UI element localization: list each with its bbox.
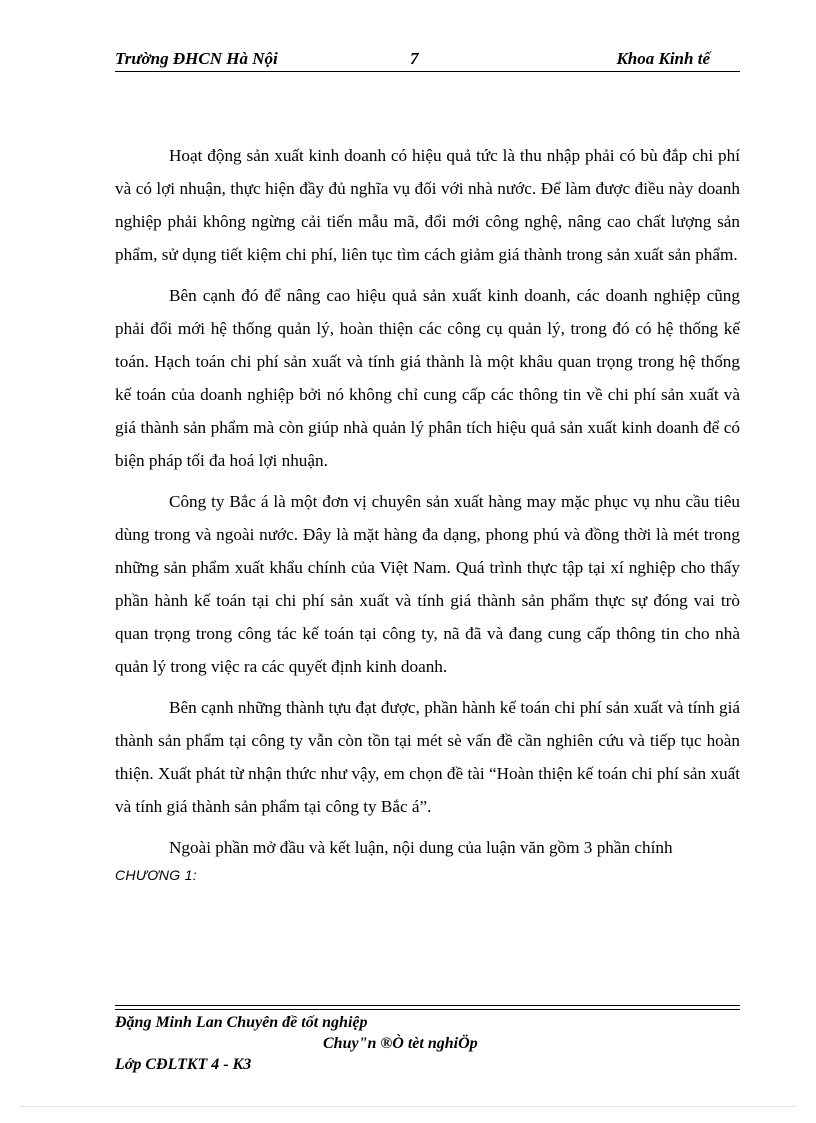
body-text [115, 139, 740, 886]
paragraph: Ngoài phần mở đầu và kết luận, nội dung của luận văn gồm 3 phần chính [169, 838, 673, 857]
footer-class: Lớp CĐLTKT 4 - K3 [115, 1056, 252, 1073]
paragraph: Bên cạnh đó để nâng cao hiệu quả sản xuất kinh doanh, các doanh nghiệp cũng phải đổi mới hệ thống quản lý, hoàn thiện các công cụ quản lý, trong đó có hệ thống kế toán. Hạch toán chi phí sản xuất và tính giá thành là một khâu quan trọng trong hệ thống kế toán của doanh nghiệp bởi nó không chỉ cung cấp các thông tin về chi phí sản xuất và giá thành sản phẩm mà còn giúp nhà quản lý phân tích hiệu quả sản xuất kinh doanh để có biện pháp tối đa hoá lợi nhuận. [115, 286, 740, 470]
header-school: Trường ĐHCN Hà Nội [115, 49, 278, 68]
footer-author: Đặng Minh Lan Chuyên đề tốt nghiệp [115, 1014, 368, 1031]
paragraph: Bên cạnh những thành tựu đạt được, phần hành kế toán chi phí sản xuất và tính giá thành sản phẩm tại công ty vẫn còn tồn tại mét sè vấn đề cần nghiên cứu và tiếp tục hoàn thiện. Xuất phát từ nhận thức như vậy, em chọn đề tài “Hoàn thiện kế toán chi phí sản xuất và tính giá thành sản phẩm tại công ty Bắc á”. [115, 698, 740, 816]
page-footer [115, 1012, 740, 1075]
paragraph: Hoạt động sản xuất kinh doanh có hiệu quả tức là thu nhập phải có bù đắp chi phí và có lợi nhuận, thực hiện đầy đủ nghĩa vụ đối với nhà nước. Để làm được điều này doanh nghiệp phải không ngừng cải tiến mẫu mã, đổi mới công nghệ, nâng cao chất lượng sản phẩm, sử dụng tiết kiệm chi phí, liên tục tìm cách giảm giá thành trong sản xuất sản phẩm. [115, 146, 740, 264]
page-header [115, 49, 740, 71]
header-faculty: Khoa Kinh tế [616, 49, 710, 68]
paragraph: Công ty Bắc á là một đơn vị chuyên sản xuất hàng may mặc phục vụ nhu cầu tiêu dùng trong và ngoài nước. Đây là mặt hàng đa dạng, phong phú và đồng thời là mét trong những sản phẩm xuất khẩu chính của Việt Nam. Quá trình thực tập tại xí nghiệp cho thấy phần hành kế toán tại chi phí sản xuất và tính giá thành sản phẩm thực sự đóng vai trò quan trọng trong công tác kế toán tại công ty, nã đã và đang cung cấp thông tin cho nhà quản lý trong việc ra các quyết định kinh doanh. [115, 492, 740, 676]
header-divider [115, 71, 740, 72]
footer-divider [115, 1005, 740, 1006]
header-page-number: 7 [410, 49, 419, 68]
footer-divider-thin [115, 1009, 740, 1010]
footer-garbled-title: Chuy"n ®Ò tèt nghiÖp [323, 1035, 478, 1052]
page-edge-dotted-line [20, 1106, 796, 1107]
chapter-label: CHƯƠNG 1: [115, 867, 197, 883]
